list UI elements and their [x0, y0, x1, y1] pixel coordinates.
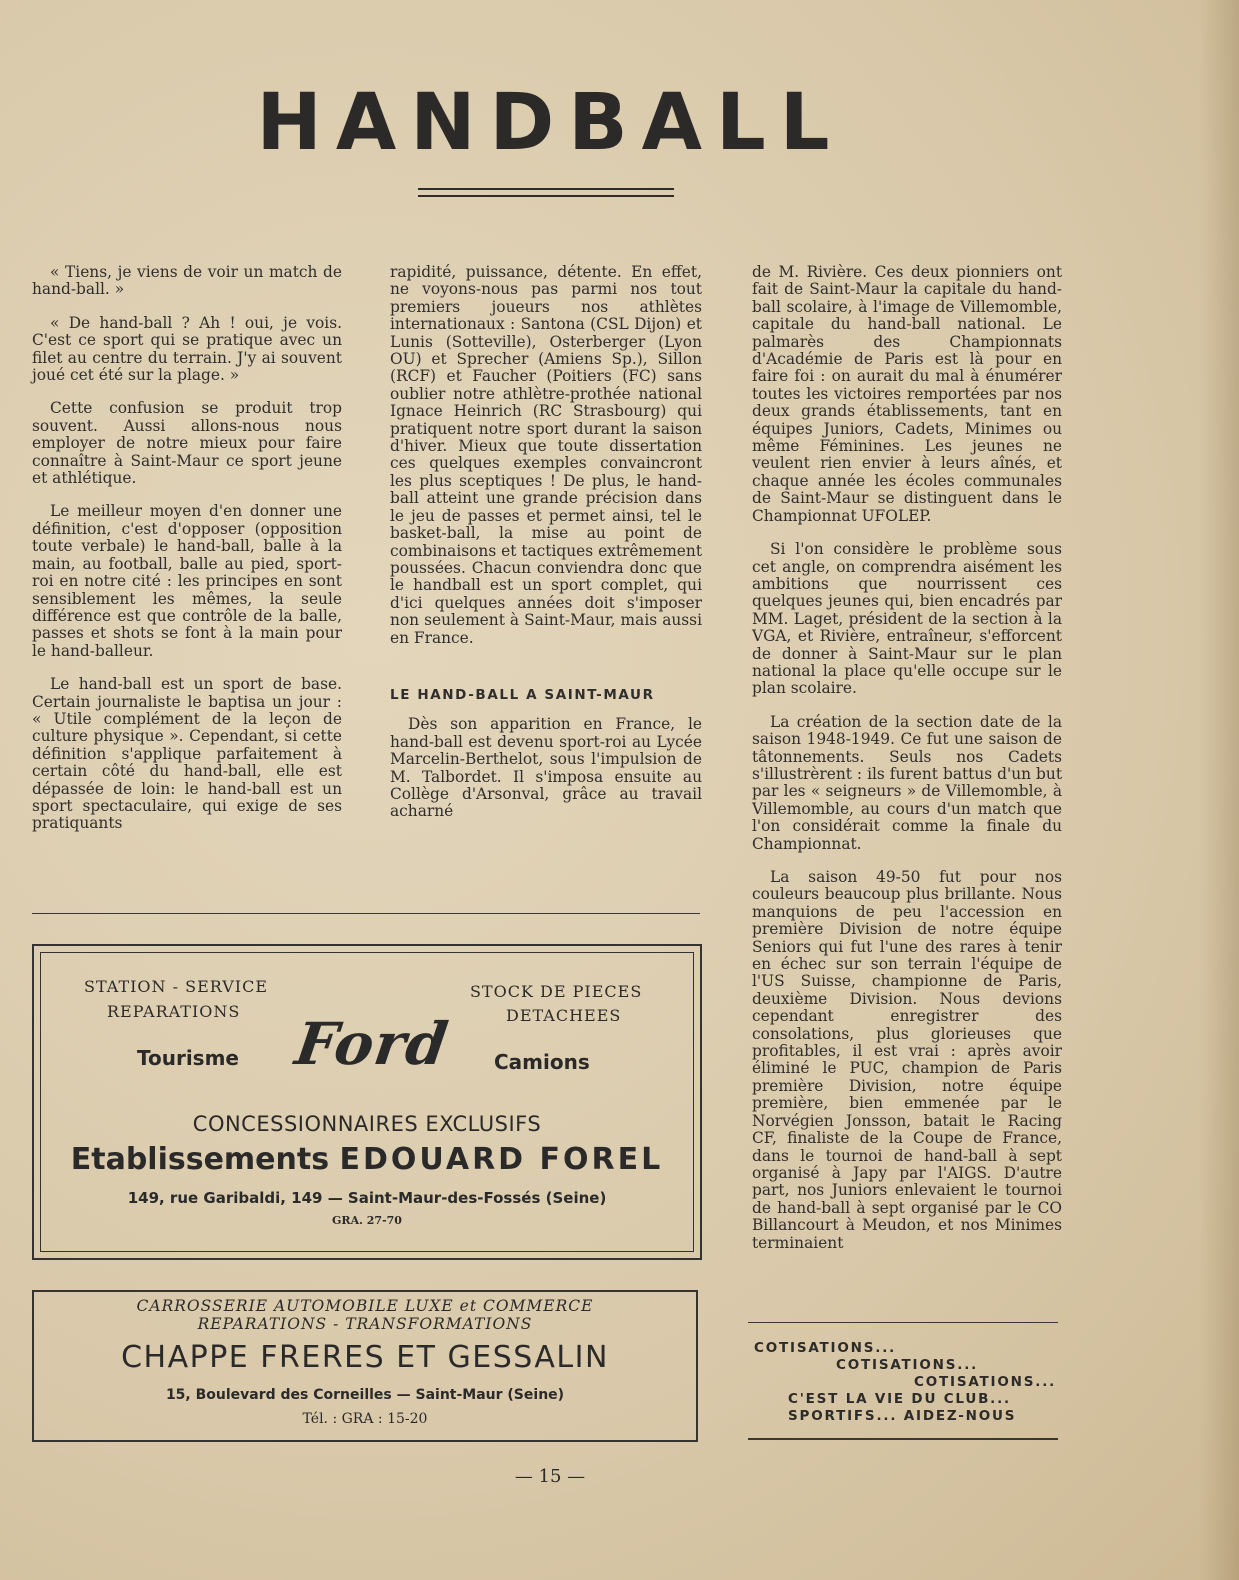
- ford-logo: Ford: [291, 1010, 453, 1078]
- ford-ad-company: [34, 1142, 700, 1177]
- cotisations-line-3: COTISATIONS...: [914, 1374, 1057, 1390]
- ford-ad-concession: CONCESSIONNAIRES EXCLUSIFS: [192, 1112, 542, 1136]
- cotisations-line-5: SPORTIFS... AIDEZ-NOUS: [788, 1408, 1017, 1424]
- ford-ad-camions: Camions: [494, 1050, 590, 1074]
- col3-paragraph-4: La saison 49-50 fut pour nos couleurs beaucoup plus brillante. Nous manquions de peu l'accession en première Division de notre équipe Seniors qui fut l'une des rares à tenir en échec sur son terrain l'équipe de l'US Suisse, championne de Paris, deuxième Division. Nous devions cependant enregistrer des consolations, plus glorieuses que profitables, il est vrai : après avoir éliminé le PUC, champion de Paris première Division, notre équipe première, bien emmenée par le Norvégien Jonsson, batait le Racing CF, finaliste de la Coupe de France, dans le tournoi de hand-ball à sept organisé à Japy par l'AIGS. D'autre part, nos Juniors enlevaient le tournoi de hand-ball à sept organisé par le CO Billancourt à Meudon, et nos Minimes terminaient: [752, 868, 1062, 1252]
- col1-paragraph-1: « Tiens, je viens de voir un match de hand-ball. »: [32, 263, 342, 299]
- section-heading: LE HAND-BALL A SAINT-MAUR: [390, 686, 655, 703]
- cotisations-line-1: COTISATIONS...: [754, 1340, 897, 1356]
- chappe-ad-company-name: CHAPPE FRERES ET GESSALIN: [121, 1340, 609, 1375]
- chappe-ad-line-2: REPARATIONS - TRANSFORMATIONS: [197, 1315, 533, 1333]
- col2-paragraph-1: rapidité, puissance, détente. En effet, ne voyons-nous pas parmi nos tout premiers joueurs nos athlètes internationaux : Santona (CSL Dijon) et Lunis (Sotteville), Osterberger (Lyon OU) et Sprecher (Amiens Sp.), Sillon (RCF) et Faucher (Poitiers (FC) sans oublier notre athlètre-prothée national Ignace Heinrich (RC Strasbourg) qui pratiquent notre sport durant la saison d'hiver. Mieux que toute dissertation ces quelques exemples convaincront les plus sceptiques ! De plus, le hand-ball atteint une grande précision dans le jeu de passes et permet ainsi, tel le basket-ball, la mise au point de combinaisons et tactiques extrêmement poussées. Chacun conviendra donc que le handball est un sport complet, qui d'ici quelques années doit s'imposer non seulement à Saint-Maur, mais aussi en France.: [390, 263, 703, 647]
- page-edge-shadow: [1199, 0, 1239, 1580]
- chappe-ad-line-1: CARROSSERIE AUTOMOBILE LUXE et COMMERCE: [136, 1297, 594, 1315]
- chappe-ad-telephone: Tél. : GRA : 15-20: [302, 1411, 428, 1427]
- col1-paragraph-4: Le meilleur moyen d'en donner une définition, c'est d'opposer (opposition toute verbale) le hand-ball, balle à la main, au football, balle au pied, sport-roi en notre cité : les principes en sont sensiblement les mêmes, la seule différence est que contrôle de la balle, passes et shots se font à la main pour le hand-balleur.: [32, 502, 342, 660]
- ford-ad-parts: STOCK DE PIECES: [470, 982, 643, 1001]
- title-rule-bottom: [418, 195, 674, 197]
- ford-ad-service: STATION - SERVICE: [84, 977, 269, 996]
- column-2: [390, 264, 702, 837]
- column-1: [32, 264, 342, 849]
- ford-ad-repairs: REPARATIONS: [107, 1002, 241, 1021]
- page-title: HANDBALL: [256, 78, 844, 168]
- ford-ad-telephone: GRA. 27-70: [332, 1214, 402, 1227]
- cotisations-line-4: C'EST LA VIE DU CLUB...: [788, 1391, 1011, 1407]
- col1-paragraph-5: Le hand-ball est un sport de base. Certain journaliste le baptisa un jour : « Utile complément de la leçon de culture physique ». Cependant, si cette définition s'applique parfaitement à certain côté du hand-ball, elle est dépassée de loin: le hand-ball est un sport spectaculaire, qui exige de ses pratiquants: [32, 675, 342, 833]
- ford-ad-company-prefix: Etablissements: [70, 1142, 330, 1177]
- ford-ad-tourisme: Tourisme: [137, 1046, 239, 1070]
- title-rule-top: [418, 188, 674, 190]
- ford-ad-parts-detached: DETACHEES: [506, 1006, 622, 1025]
- ford-advertisement: [32, 944, 702, 1260]
- cotisations-rule-bottom: [748, 1438, 1058, 1440]
- col1-paragraph-2: « De hand-ball ? Ah ! oui, je vois. C'est ce sport qui se pratique avec un filet au centre du terrain. J'y ai souvent joué cet été sur la plage. »: [32, 313, 342, 385]
- col1-paragraph-3: Cette confusion se produit trop souvent. Aussi allons-nous nous employer de notre mieux pour faire connaître à Saint-Maur ce sport jeune et athlétique.: [32, 399, 342, 488]
- cotisations-rule-top: [748, 1322, 1058, 1323]
- column-3: [752, 264, 1062, 1268]
- cotisations-line-2: COTISATIONS...: [836, 1357, 979, 1373]
- col3-paragraph-2: Si l'on considère le problème sous cet angle, on comprendra aisément les ambitions que nourrissent ces quelques jeunes qui, bien encadrés par MM. Laget, président de la section à la VGA, et Rivière, entraîneur, s'efforcent de donner à Saint-Maur sur le plan national la place qu'elle occupe sur le plan scolaire.: [752, 540, 1062, 698]
- ford-ad-company-name: EDOUARD FOREL: [339, 1142, 664, 1177]
- chappe-ad-address: 15, Boulevard des Corneilles — Saint-Maur (Seine): [165, 1387, 565, 1403]
- ford-ad-address: 149, rue Garibaldi, 149 — Saint-Maur-des-Fossés (Seine): [127, 1189, 607, 1207]
- col2-paragraph-2: Dès son apparition en France, le hand-ball est devenu sport-roi au Lycée Marcelin-Berthelot, sous l'impulsion de M. Talbordet. Il s'imposa ensuite au Collège d'Arsonval, grâce au travail acharné: [390, 715, 702, 821]
- col3-paragraph-1: de M. Rivière. Ces deux pionniers ont fait de Saint-Maur la capitale du hand-ball scolaire, à l'image de Villemomble, capitale du hand-ball national. Le palmarès des Championnats d'Académie de Paris est là pour en faire foi : on aurait du mal à énumérer toutes les victoires remportées par nos deux grands établissements, tant en équipes Juniors, Cadets, Minimes ou même Féminines. Les jeunes ne veulent rien envier à leurs aînés, et chaque année les écoles communales de Saint-Maur se distinguent dans le Championnat UFOLEP.: [752, 263, 1062, 525]
- col3-paragraph-3: La création de la section date de la saison 1948-1949. Ce fut une saison de tâtonnements. Seuls nos Cadets s'illustrèrent : ils furent battus d'un but par les « seigneurs » de Villemomble, à Villemomble, au cours d'un match que l'on considérait comme la finale du Championnat.: [752, 712, 1062, 853]
- chappe-advertisement: [32, 1290, 698, 1442]
- page-number: — 15 —: [514, 1466, 586, 1487]
- article-separator: [32, 913, 700, 914]
